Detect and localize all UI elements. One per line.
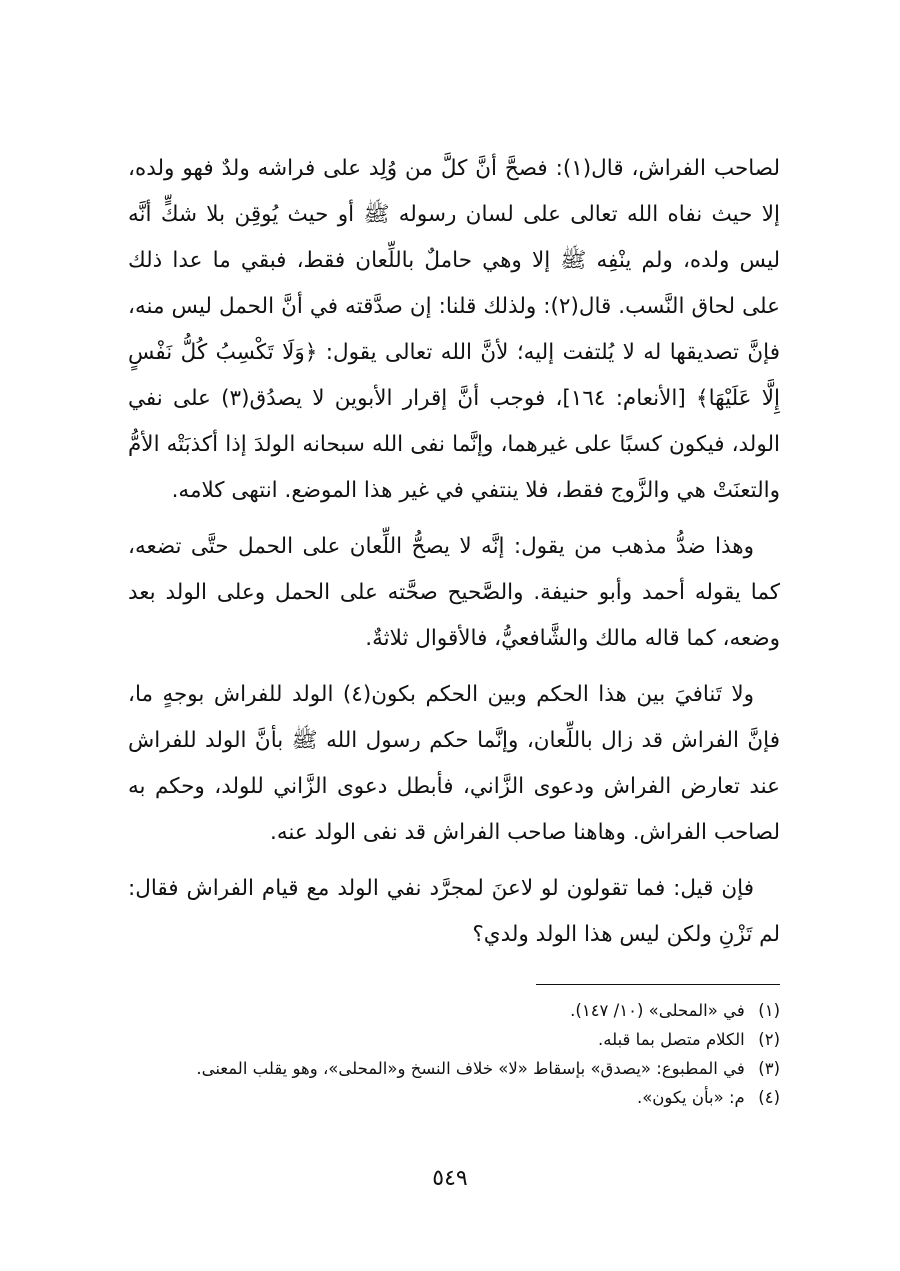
footnote-text: الكلام متصل بما قبله. (598, 1030, 745, 1049)
footnote-1 (128, 996, 780, 1025)
paragraph-1: لصاحب الفراش، قال(١): فصحَّ أنَّ كلَّ من وُلِد على فراشه ولدٌ فهو ولده، إلا حيث نفاه الله تعالى على لسان رسوله ﷺ أو حيث يُوقِن بلا شكٍّ أنَّه ليس ولده، ولم ينْفِه ﷺ إلا وهي حاملٌ باللِّعان فقط، فبقي ما عدا ذلك على لحاق النَّسب. قال(٢): ولذلك قلنا: إن صدَّقته في أنَّ الحمل ليس منه، فإنَّ تصديقها له لا يُلتفت إليه؛ لأنَّ الله تعالى يقول: ﴿وَلَا تَكْسِبُ كُلُّ نَفْسٍ إِلَّا عَلَيْهَا﴾ [الأنعام: ١٦٤]، فوجب أنَّ إقرار الأبوين لا يصدُق(٣) على نفي الولد، فيكون كسبًا على غيرهما، وإنَّما نفى الله سبحانه الولدَ إذا أكذبَتْه الأمُّ والتعنَتْ هي والزَّوج فقط، فلا ينتفي في غير هذا الموضع. انتهى كلامه. (128, 156, 780, 503)
footnote-text: في المطبوع: «يصدق» بإسقاط «لا» خلاف النسخ و«المحلى»، وهو يقلب المعنى. (196, 1059, 745, 1078)
footnote-4 (128, 1083, 780, 1112)
footnote-text: في «المحلى» (١٠/ ١٤٧). (570, 1001, 745, 1020)
footnote-number: (٢) (758, 1030, 780, 1049)
footnote-number: (١) (758, 1001, 780, 1020)
footnote-number: (٤) (758, 1088, 780, 1107)
footnote-number: (٣) (758, 1059, 780, 1078)
paragraph-3: ولا تَنافيَ بين هذا الحكم وبين الحكم بكون(٤) الولد للفراش بوجهٍ ما، فإنَّ الفراش قد زال باللِّعان، وإنَّما حكم رسول الله ﷺ بأنَّ الولد للفراش عند تعارض الفراش ودعوى الزَّاني، فأبطل دعوى الزَّاني للولد، وحكم به لصاحب الفراش. وهاهنا صاحب الفراش قد نفى الولد عنه. (128, 682, 780, 845)
main-text (128, 146, 780, 968)
footnotes (128, 996, 780, 1112)
footnote-text: م: «بأن يكون». (636, 1088, 745, 1107)
footnote-2 (128, 1025, 780, 1054)
footnote-divider (536, 984, 780, 985)
paragraph-4: فإن قيل: فما تقولون لو لاعنَ لمجرَّد نفي الولد مع قيام الفراش فقال: لم تَزْنِ ولكن ليس هذا الولد ولدي؟ (128, 876, 780, 947)
footnote-3 (128, 1054, 780, 1083)
page-number: ٥٤٩ (432, 1166, 468, 1191)
paragraph-2: وهذا ضدُّ مذهب من يقول: إنَّه لا يصحُّ اللِّعان على الحمل حتَّى تضعه، كما يقوله أحمد وأبو حنيفة. والصَّحيح صحَّته على الحمل وعلى الولد بعد وضعه، كما قاله مالك والشَّافعيُّ، فالأقوال ثلاثةٌ. (128, 534, 780, 651)
